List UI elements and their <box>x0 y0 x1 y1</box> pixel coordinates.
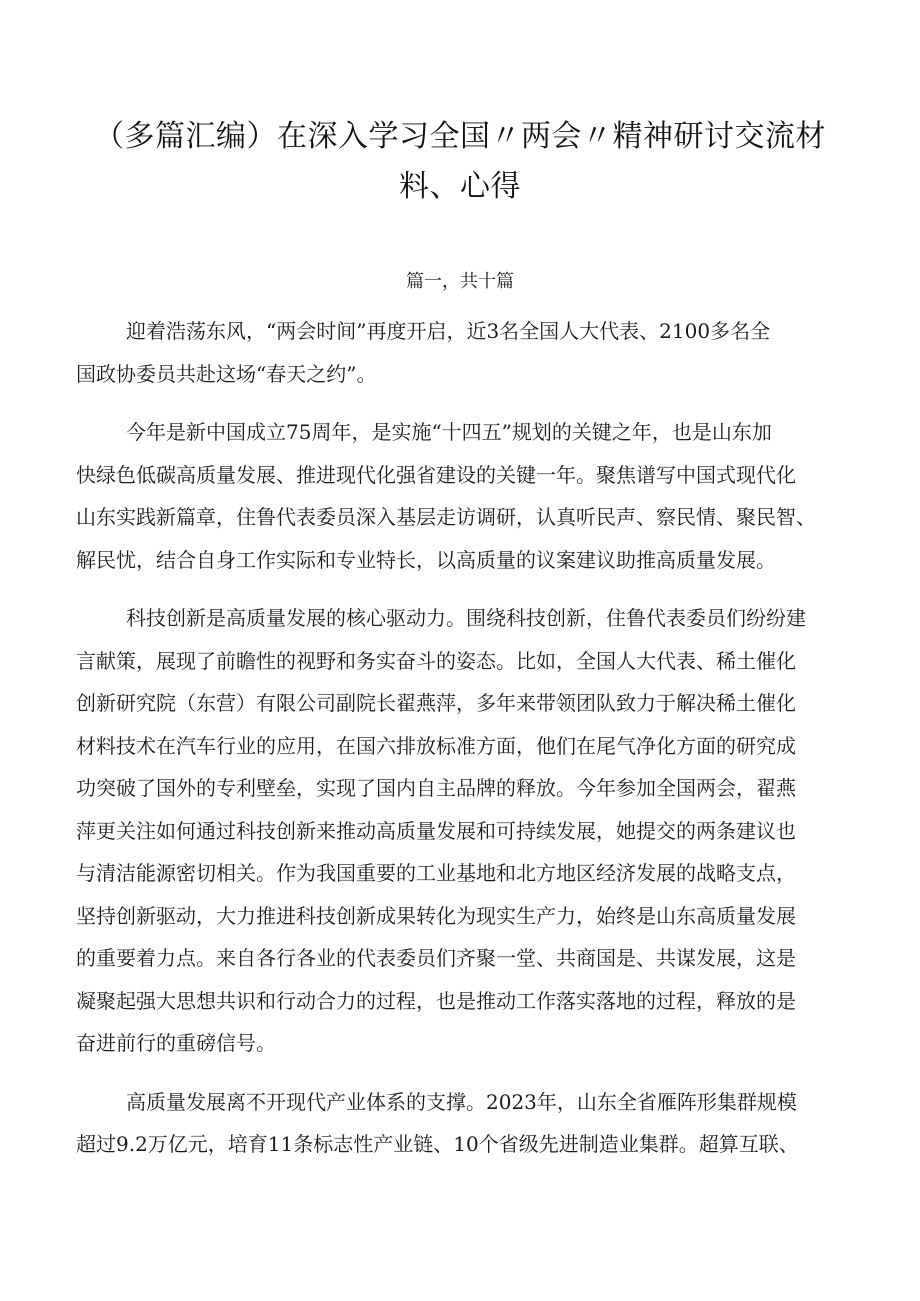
paragraph-line: 快绿色低碳高质量发展、推进现代化强省建设的关键一年。聚焦谱写中国式现代化 <box>76 462 796 487</box>
paragraph-line: 高质量发展离不开现代产业体系的支撑。2023年，山东全省雁阵形集群规模 <box>126 1089 797 1114</box>
title-line-1: （多篇汇编）在深入学习全国〃两会〃精神研讨交流材 <box>94 119 826 154</box>
paragraph-line: 科技创新是高质量发展的核心驱动力。围绕科技创新，住鲁代表委员们纷纷建 <box>126 606 806 630</box>
paragraph-line: 凝聚起强大思想共识和行动合力的过程，也是推动工作落实落地的过程，释放的是 <box>76 988 796 1013</box>
paragraph-line: 坚持创新驱动，大力推进科技创新成果转化为现实生产力，始终是山东高质量发展 <box>76 903 796 928</box>
paragraph-4 <box>76 1081 866 1166</box>
paragraph-line: 萍更关注如何通过科技创新来推动高质量发展和可持续发展，她提交的两条建议也 <box>76 818 796 843</box>
paragraph-2 <box>76 411 866 581</box>
paragraph-line: 解民忧，结合自身工作实际和专业特长，以高质量的议案建议助推高质量发展。 <box>76 547 776 572</box>
paragraph-line: 材料技术在汽车行业的应用，在国六排放标准方面，他们在尾气净化方面的研究成 <box>76 733 796 758</box>
paragraph-line: 国政协委员共赴这场“春天之约”。 <box>76 361 377 386</box>
paragraph-line: 功突破了国外的专利壁垒，实现了国内自主品牌的释放。今年参加全国两会，翟燕 <box>76 776 796 800</box>
paragraph-1 <box>76 310 866 395</box>
paragraph-3 <box>76 597 866 1065</box>
paragraph-line: 今年是新中国成立75周年，是实施“十四五”规划的关键之年，也是山东加 <box>126 420 772 444</box>
title-line-2: 料、心得 <box>399 169 521 204</box>
paragraph-line: 创新研究院（东营）有限公司副院长翟燕萍，多年来带领团队致力于解决稀土催化 <box>76 691 796 715</box>
paragraph-line: 山东实践新篇章，住鲁代表委员深入基层走访调研，认真听民声、察民情、聚民智、 <box>76 505 816 529</box>
document-title <box>60 112 860 212</box>
paragraph-line: 言献策，展现了前瞻性的视野和务实奋斗的姿态。比如，全国人大代表、稀土催化 <box>76 648 796 673</box>
paragraph-line: 的重要着力点。来自各行各业的代表委员们齐聚一堂、共商国是、共谋发展，这是 <box>76 946 796 970</box>
paragraph-line: 奋进前行的重磅信号。 <box>76 1031 276 1055</box>
document-body <box>76 310 866 1182</box>
paragraph-line: 与清洁能源密切相关。作为我国重要的工业基地和北方地区经济发展的战略支点， <box>76 861 796 885</box>
paragraph-line: 超过9.2万亿元，培育11条标志性产业链、10个省级先进制造业集群。超算互联、 <box>76 1132 799 1156</box>
section-subtitle: 篇一，共十篇 <box>406 271 514 292</box>
paragraph-line: 迎着浩荡东风，“两会时间”再度开启，近3名全国人大代表、2100多名全 <box>126 319 771 343</box>
